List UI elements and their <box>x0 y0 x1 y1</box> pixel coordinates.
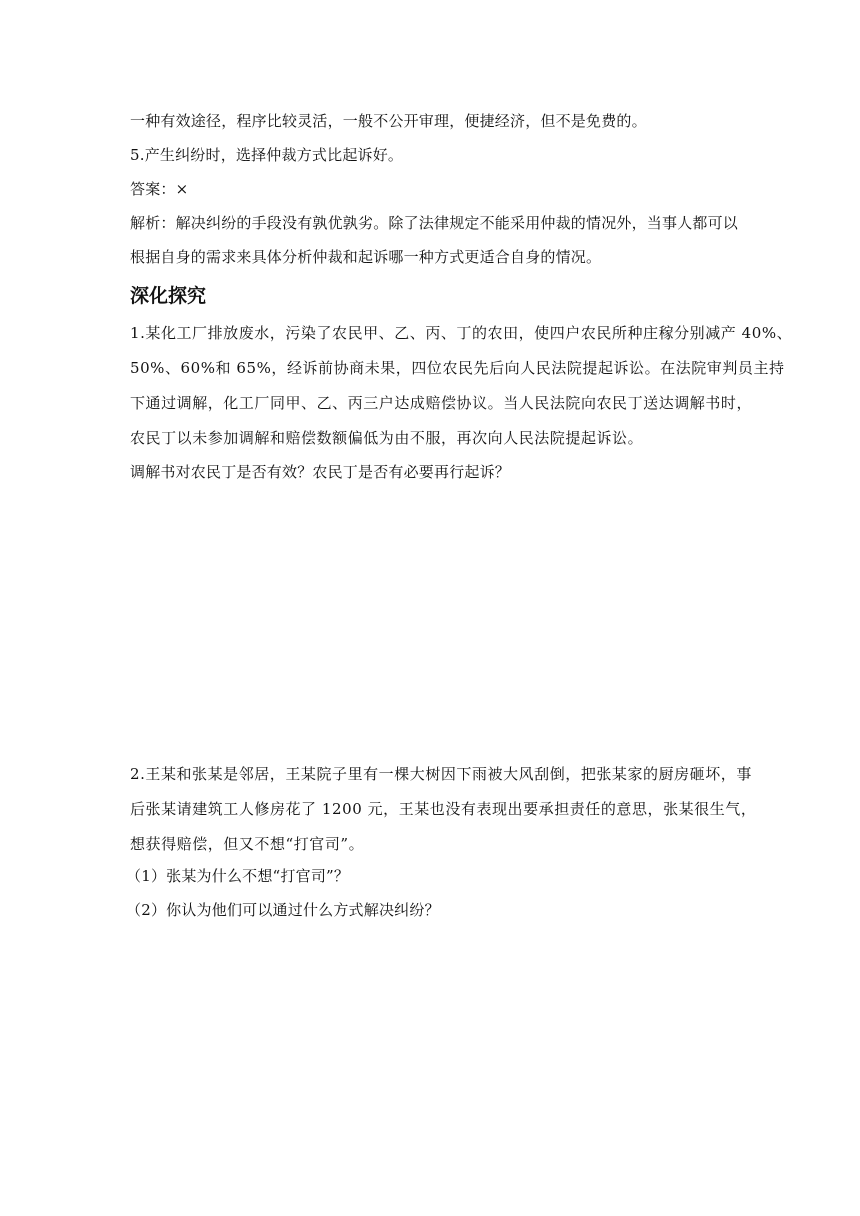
answer-5: 答案：× <box>130 180 189 198</box>
question-1-line-4: 农民丁以未参加调解和赔偿数额偏低为由不服，再次向人民法院提起诉讼。 <box>130 429 644 447</box>
question-1-line-1: 1.某化工厂排放废水，污染了农民甲、乙、丙、丁的农田，使四户农民所种庄稼分别减产 40%、 <box>130 324 793 342</box>
question-2-sub-2: （2）你认为他们可以通过什么方式解决纠纷？ <box>126 901 440 919</box>
question-1-line-3: 下通过调解，化工厂同甲、乙、丙三户达成赔偿协议。当人民法院向农民丁送达调解书时， <box>130 394 753 412</box>
analysis-5-line-2: 根据自身的需求来具体分析仲裁和起诉哪一种方式更适合自身的情况。 <box>130 248 602 266</box>
question-1-prompt: 调解书对农民丁是否有效？农民丁是否有必要再行起诉？ <box>130 463 511 481</box>
question-2-sub-1: （1）张某为什么不想“打官司”？ <box>126 867 350 885</box>
question-5: 5.产生纠纷时，选择仲裁方式比起诉好。 <box>130 146 404 164</box>
question-2-line-1: 2.王某和张某是邻居，王某院子里有一棵大树因下雨被大风刮倒，把张某家的厨房砸坏，事 <box>130 765 752 783</box>
question-2-line-3: 想获得赔偿，但又不想“打官司”。 <box>130 835 365 853</box>
question-1-line-2: 50%、60%和 65%，经诉前协商未果，四位农民先后向人民法院提起诉讼。在法院审判员主持 <box>130 359 785 377</box>
previous-answer-continuation: 一种有效途径，程序比较灵活，一般不公开审理，便捷经济，但不是免费的。 <box>130 112 647 130</box>
section-heading: 深化探究 <box>130 285 207 307</box>
analysis-5-line-1: 解析：解决纠纷的手段没有孰优孰劣。除了法律规定不能采用仲裁的情况外，当事人都可以 <box>130 214 739 232</box>
question-2-line-2: 后张某请建筑工人修房花了 1200 元，王某也没有表现出要承担责任的意思，张某很生气， <box>130 800 757 818</box>
